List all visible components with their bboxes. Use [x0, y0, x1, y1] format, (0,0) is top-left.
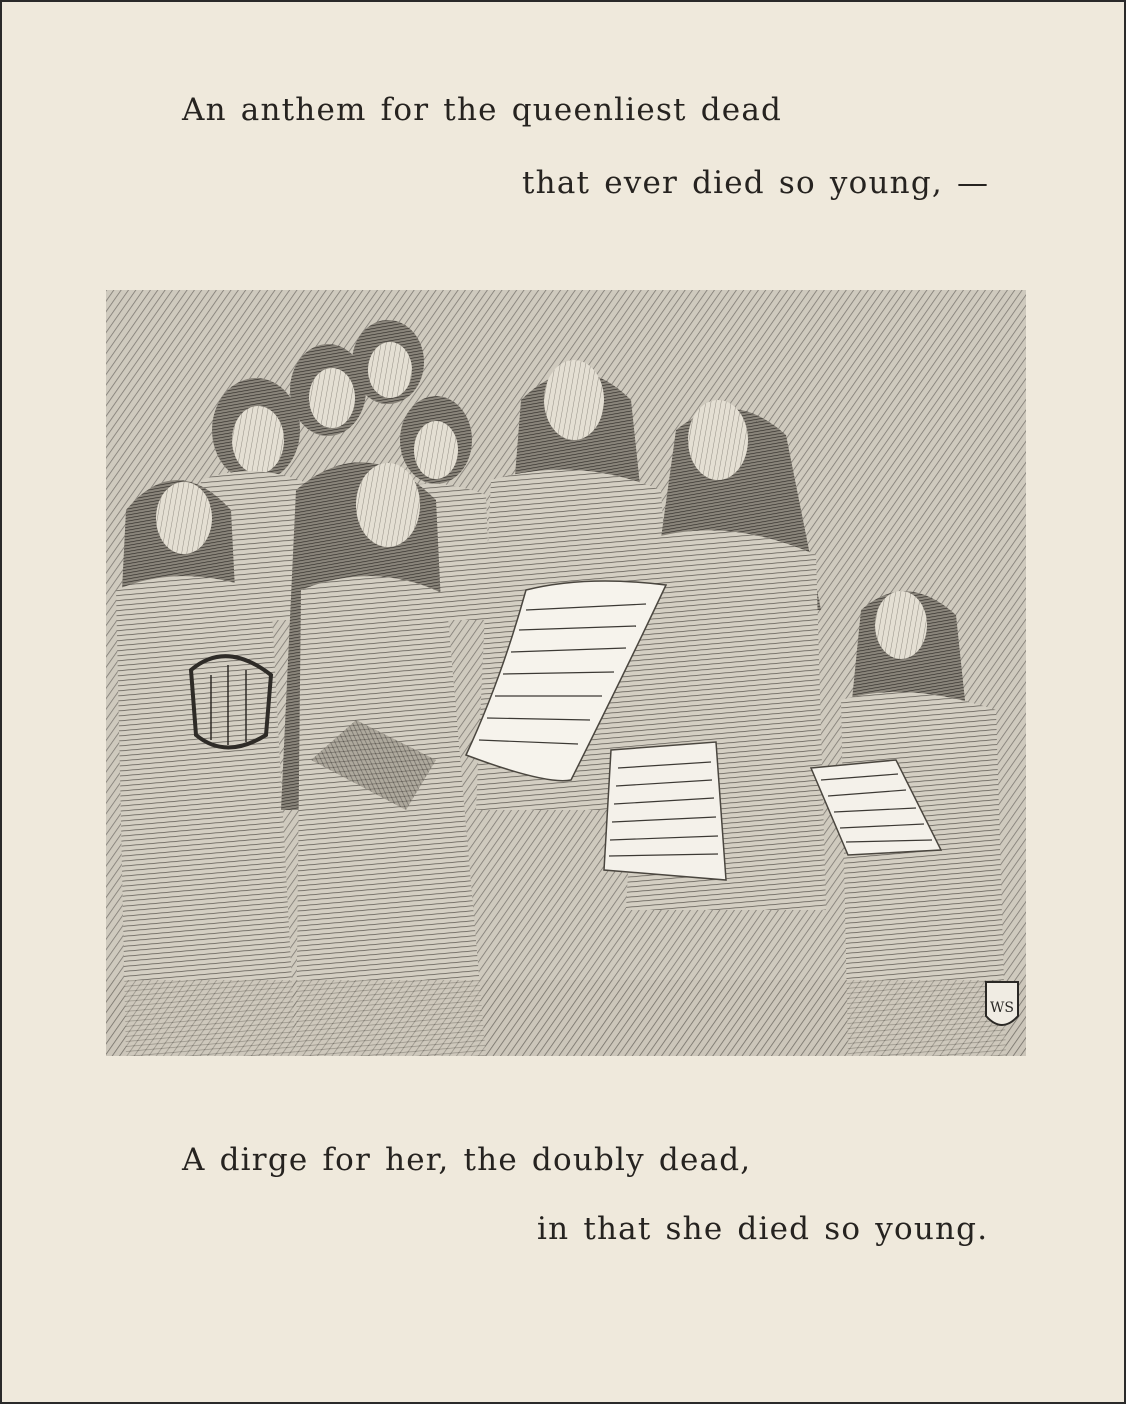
monogram-text: WS: [990, 1000, 1014, 1016]
engraving-artwork: [106, 290, 1026, 1056]
verse-line-2: that ever died so young, —: [522, 165, 990, 201]
artist-monogram-icon: [984, 980, 1020, 1034]
verse-line-4: in that she died so young.: [537, 1211, 989, 1247]
verse-line-3: A dirge for her, the doubly dead,: [182, 1142, 752, 1178]
verse-line-1: An anthem for the queenliest dead: [182, 92, 783, 128]
engraving-illustration: [106, 290, 1026, 1056]
